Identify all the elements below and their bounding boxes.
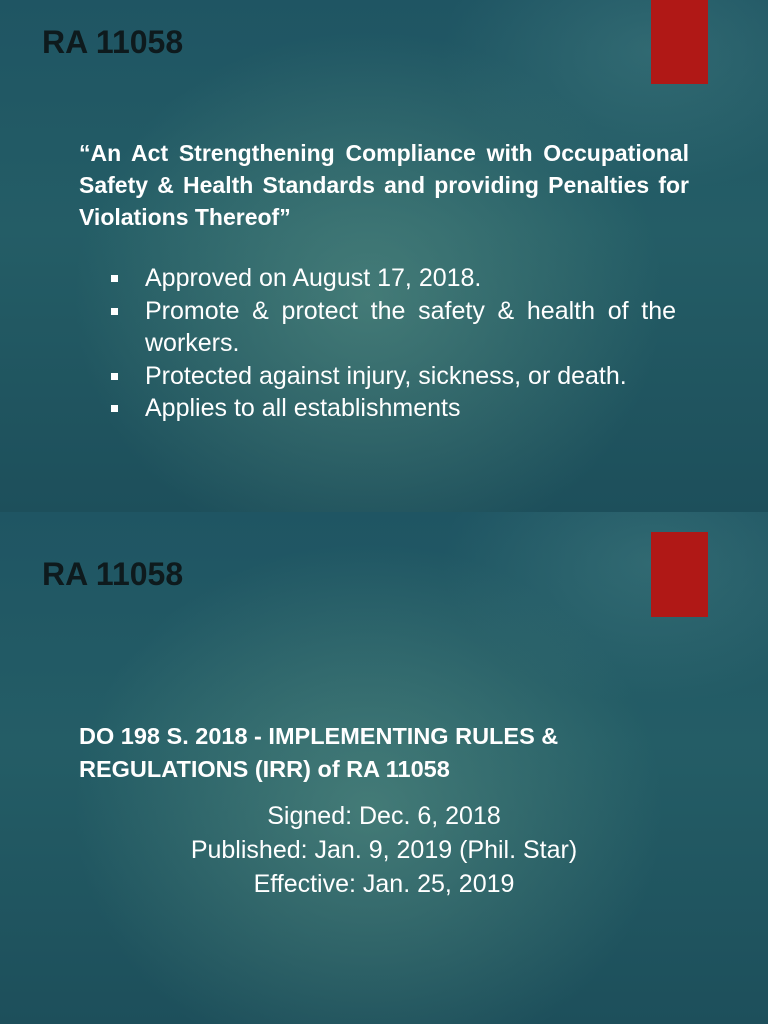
date-list [0,799,768,901]
signed-date: Signed: Dec. 6, 2018 [267,802,501,830]
slide-title: RA 11058 [42,24,184,60]
slide-2 [0,512,768,1024]
square-bullet-icon [111,373,118,380]
bullet-item [108,360,676,393]
red-accent-block [651,0,708,84]
square-bullet-icon [111,308,118,315]
square-bullet-icon [111,275,118,282]
bullet-item [108,295,676,360]
bullet-text: Promote & protect the safety & health of the workers. [145,296,676,357]
bullet-text: Applies to all establishments [145,394,461,422]
bullet-list [108,262,676,425]
bullet-text: Protected against injury, sickness, or death. [145,361,627,390]
act-title: “An Act Strengthening Compliance with Occupational Safety & Health Standards and providing Penalties for Violations Thereof” [79,140,689,230]
red-accent-block [651,532,708,617]
slide-title: RA 11058 [42,556,184,592]
bullet-item [108,262,676,295]
published-date: Published: Jan. 9, 2019 (Phil. Star) [190,836,578,864]
effective-date: Effective: Jan. 25, 2019 [253,870,515,898]
irr-heading: DO 198 S. 2018 - IMPLEMENTING RULES & REGULATIONS (IRR) of RA 11058 [79,723,559,782]
bullet-item [108,392,676,425]
bullet-text: Approved on August 17, 2018. [145,264,482,292]
square-bullet-icon [111,405,118,412]
